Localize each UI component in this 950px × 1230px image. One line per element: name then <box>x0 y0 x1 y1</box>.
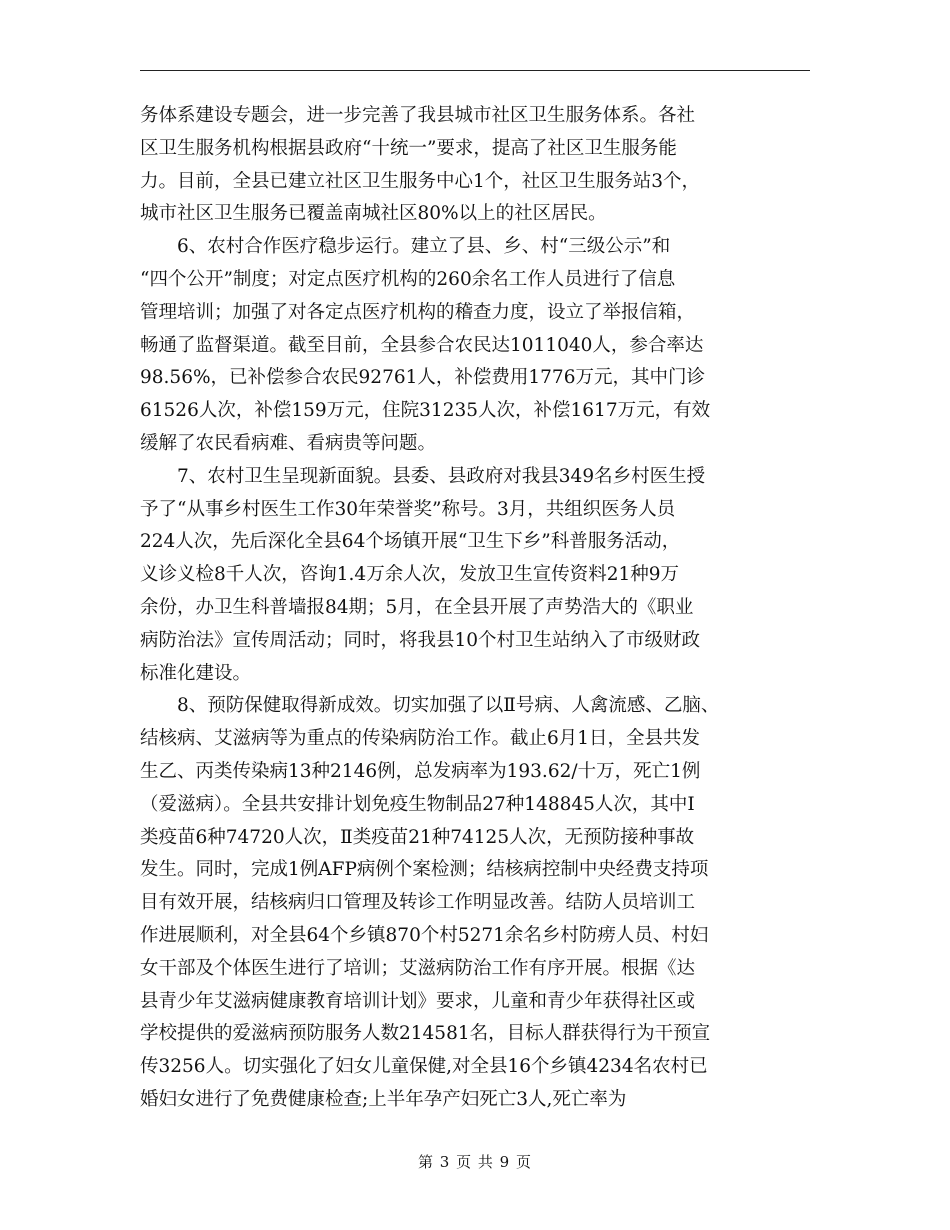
text-line: 病防治法》宣传周活动；同时，将我县10个村卫生站纳入了市级财政 <box>140 629 701 651</box>
text-line: 义诊义检8千人次，咨询1.4万余人次，发放卫生宣传资料21种9万 <box>140 564 680 586</box>
text-line: 畅通了监督渠道。截至目前，全县参合农民达1011040人，参合率达 <box>140 334 704 356</box>
text-line: 生乙、丙类传染病13种2146例，总发病率为193.62/十万，死亡1例 <box>140 760 701 782</box>
text-line: 类疫苗6种74720人次，Ⅱ类疫苗21种74125人次，无预防接种事故 <box>140 826 695 848</box>
page-number: 第 3 页 共 9 页 <box>418 1153 532 1171</box>
text-line: 学校提供的爱滋病预防服务人数214581名，目标人群获得行为干预宣 <box>140 1023 711 1045</box>
text-line: 区卫生服务机构根据县政府“十统一”要求，提高了社区卫生服务能 <box>140 137 677 159</box>
text-line: 婚妇女进行了免费健康检查;上半年孕产妇死亡3人,死亡率为 <box>140 1088 627 1110</box>
text-line: 务体系建设专题会，进一步完善了我县城市社区卫生服务体系。各社 <box>140 105 696 126</box>
text-line: 作进展顺利，对全县64个乡镇870个村5271余名乡村防痨人员、村妇 <box>140 924 709 946</box>
text-line: 标准化建设。 <box>140 662 252 684</box>
text-line: 61526人次，补偿159万元，住院31235人次，补偿1617万元，有效 <box>140 400 711 422</box>
text-line: 县青少年艾滋病健康教育培训计划》要求，儿童和青少年获得社区或 <box>140 990 696 1012</box>
text-line: 目有效开展，结核病归口管理及转诊工作明显改善。结防人员培训工 <box>140 892 696 914</box>
text-line: 发生。同时，完成1例AFP病例个案检测；结核病控制中央经费支持项 <box>140 859 709 881</box>
text-line: 缓解了农民看病难、看病贵等问题。 <box>140 432 437 454</box>
text-line: 管理培训；加强了对各定点医疗机构的稽查力度，设立了举报信箱， <box>140 301 696 323</box>
text-line: （爱滋病）。全县共安排计划免疫生物制品27种148845人次，其中Ⅰ <box>140 793 695 815</box>
text-line: 传3256人。切实强化了妇女儿童保健,对全县16个乡镇4234名农村已 <box>140 1056 708 1078</box>
header-rule <box>140 70 810 71</box>
text-line: 98.56%，已补偿参合农民92761人，补偿费用1776万元，其中门诊 <box>140 367 705 389</box>
text-line: 女干部及个体医生进行了培训；艾滋病防治工作有序开展。根据《达 <box>140 957 696 979</box>
text-line: 余份，办卫生科普墙报84期；5月，在全县开展了声势浩大的《职业 <box>140 596 694 618</box>
text-line: 城市社区卫生服务已覆盖南城社区80%以上的社区居民。 <box>140 203 607 225</box>
text-line: 力。目前，全县已建立社区卫生服务中心1个，社区卫生服务站3个， <box>140 170 701 192</box>
text-line: 8、预防保健取得新成效。切实加强了以Ⅱ号病、人禽流感、乙脑、 <box>140 695 720 717</box>
text-line: 224人次，先后深化全县64个场镇开展“卫生下乡”科普服务活动， <box>140 531 681 553</box>
text-line: 结核病、艾滋病等为重点的传染病防治工作。截止6月1日，全县共发 <box>140 728 701 750</box>
text-line: 7、农村卫生呈现新面貌。县委、县政府对我县349名乡村医生授 <box>140 465 706 487</box>
body-text <box>140 100 810 1117</box>
text-line: 6、农村合作医疗稳步运行。建立了县、乡、村“三级公示”和 <box>140 236 671 258</box>
text-line: “四个公开”制度；对定点医疗机构的260余名工作人员进行了信息 <box>140 268 676 290</box>
text-line: 予了“从事乡村医生工作30年荣誉奖”称号。3月，共组织医务人员 <box>140 498 676 520</box>
